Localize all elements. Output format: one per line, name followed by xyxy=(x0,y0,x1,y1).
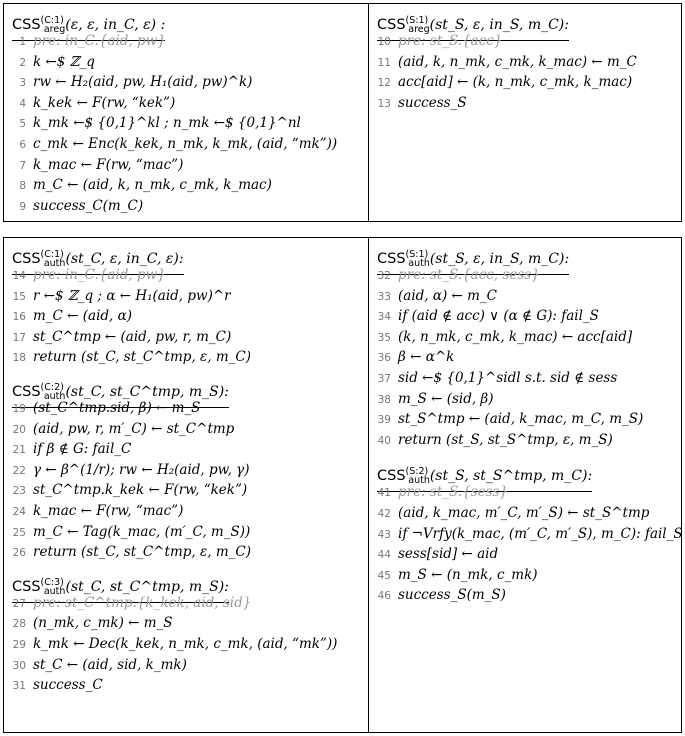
line-code: st_C^tmp.k_kek ← F(rw, “kek”) xyxy=(33,482,248,499)
code-line xyxy=(369,74,681,95)
line-code: (n_mk, c_mk) ← m_S xyxy=(33,615,173,632)
line-number: 1 xyxy=(19,36,26,48)
line-number: 13 xyxy=(377,97,391,110)
algorithm-step-superscript: (C:1) xyxy=(40,249,64,260)
line-number: 26 xyxy=(12,547,26,560)
algorithm-arguments: (st_S, ε, in_S, m_C): xyxy=(429,17,569,33)
line-code: st_C^tmp ← (aid, pw, r, m_C) xyxy=(33,328,232,345)
algorithm-step-superscript: (S:2) xyxy=(405,466,429,478)
algorithm-phase-subscript: auth xyxy=(408,258,430,269)
code-line xyxy=(4,74,368,95)
algorithm-name: CSS xyxy=(12,17,41,33)
code-line xyxy=(4,267,368,288)
algorithm-header xyxy=(369,458,681,487)
line-number: 3 xyxy=(19,77,26,90)
code-line xyxy=(4,115,368,136)
line-number: 10 xyxy=(377,36,391,48)
authentication-server-column xyxy=(369,238,681,732)
line-code: pre: in_C.{aid, pw} xyxy=(33,267,166,283)
line-code: success_S(m_S) xyxy=(398,587,506,604)
algorithm-arguments: (st_S, st_S^tmp, m_C): xyxy=(429,468,593,485)
code-line xyxy=(369,546,681,567)
line-code: pre: st_C^tmp.{k_kek, aid, sid} xyxy=(33,594,252,611)
algorithm-header xyxy=(369,241,681,267)
algorithm-block xyxy=(4,4,368,218)
code-line xyxy=(369,411,681,432)
code-line xyxy=(369,567,681,588)
code-line xyxy=(369,267,681,288)
algorithm-step-superscript: (S:1) xyxy=(405,15,429,26)
line-code: success_C(m_C) xyxy=(33,197,144,214)
code-line xyxy=(369,308,681,329)
code-line xyxy=(4,657,368,678)
line-number: 41 xyxy=(377,487,391,500)
algorithm-name: CSS xyxy=(377,468,406,485)
code-line xyxy=(369,505,681,526)
line-code: m_C ← (aid, α) xyxy=(33,308,133,325)
line-number: 12 xyxy=(377,77,391,90)
algorithm-arguments: (st_S, ε, in_S, m_C): xyxy=(429,251,570,267)
line-number: 39 xyxy=(377,414,391,427)
algorithm-phase-subscript: auth xyxy=(43,585,66,597)
algorithm-step-superscript: (C:1) xyxy=(40,15,64,26)
line-number: 31 xyxy=(12,680,26,693)
algorithm-name: CSS xyxy=(12,578,41,595)
line-code: return (st_C, st_C^tmp, ε, m_C) xyxy=(33,544,251,561)
algorithm-header xyxy=(4,241,368,267)
code-line xyxy=(4,503,368,524)
algorithm-block xyxy=(369,4,681,115)
line-number: 20 xyxy=(12,423,26,436)
algorithm-header xyxy=(4,374,368,400)
code-line xyxy=(4,595,368,616)
line-code: c_mk ← Enc(k_kek, n_mk, k_mk, (aid, “mk”)) xyxy=(33,135,338,152)
line-number: 35 xyxy=(377,331,391,344)
algorithm-header xyxy=(4,7,368,33)
line-code: pre: st_S.{sess} xyxy=(398,484,509,501)
algorithm-phase-subscript: auth xyxy=(408,475,430,487)
code-line xyxy=(4,95,368,116)
authentication-box xyxy=(3,237,682,733)
code-line xyxy=(4,524,368,545)
line-number: 33 xyxy=(377,290,391,303)
line-number: 4 xyxy=(19,97,26,110)
line-number: 16 xyxy=(12,311,26,324)
code-line xyxy=(4,677,368,698)
algorithm-step-superscript: (S:1) xyxy=(405,249,429,260)
code-line xyxy=(4,421,368,442)
code-line xyxy=(4,482,368,503)
code-line xyxy=(4,157,368,178)
algorithm-name: CSS xyxy=(12,251,41,267)
algorithm-name: CSS xyxy=(377,251,406,267)
code-line xyxy=(4,615,368,636)
line-code: pre: in_C.{aid, pw} xyxy=(33,33,166,49)
line-number: 45 xyxy=(377,569,391,582)
line-number: 46 xyxy=(377,590,391,603)
code-line xyxy=(4,462,368,483)
line-code: sess[sid] ← aid xyxy=(398,546,499,563)
code-line xyxy=(4,636,368,657)
line-number: 38 xyxy=(377,393,391,406)
line-number: 19 xyxy=(12,402,26,415)
line-code: success_C xyxy=(33,677,103,694)
algorithm-step-superscript: (C:3) xyxy=(40,576,64,588)
code-line xyxy=(4,136,368,157)
line-number: 14 xyxy=(12,270,26,282)
line-code: sid ←$ {0,1}^sidl s.t. sid ∉ sess xyxy=(398,369,618,386)
code-line xyxy=(369,288,681,309)
line-number: 29 xyxy=(12,638,26,651)
line-code: (aid, α) ← m_C xyxy=(398,287,498,304)
line-code: (aid, pw, r, m′_C) ← st_C^tmp xyxy=(33,420,235,437)
code-line xyxy=(4,177,368,198)
code-line xyxy=(369,587,681,608)
line-code: k_mk ← Dec(k_kek, n_mk, c_mk, (aid, “mk”)) xyxy=(33,635,338,652)
code-line xyxy=(369,329,681,350)
line-number: 42 xyxy=(377,507,391,520)
line-code: if β ∉ G: fail_C xyxy=(33,441,132,458)
algorithm-block xyxy=(369,238,681,452)
code-line xyxy=(369,432,681,453)
registration-box xyxy=(3,3,682,222)
algorithm-block xyxy=(4,370,368,565)
algorithm-block xyxy=(4,565,368,698)
line-code: k_mk ←$ {0,1}^kl ; n_mk ←$ {0,1}^nl xyxy=(33,115,301,132)
line-code: β ← α^k xyxy=(398,349,455,366)
line-code: st_C ← (aid, sid, k_mk) xyxy=(33,656,187,673)
code-line xyxy=(4,54,368,75)
algorithm-name: CSS xyxy=(377,17,406,33)
line-number: 25 xyxy=(12,526,26,539)
line-code: k_mac ← F(rw, “mac”) xyxy=(33,156,184,173)
line-code: pre: st_S.{acc, sess} xyxy=(398,267,540,283)
line-number: 11 xyxy=(377,56,391,69)
line-code: k_mac ← F(rw, “mac”) xyxy=(33,502,184,519)
line-code: return (st_C, st_C^tmp, ε, m_C) xyxy=(33,349,251,366)
algorithm-name: CSS xyxy=(12,383,41,400)
algorithm-header xyxy=(4,569,368,595)
algorithm-arguments: (ε, ε, in_C, ε) : xyxy=(65,17,166,33)
line-code: m_C ← Tag(k_mac, (m′_C, m_S)) xyxy=(33,523,251,540)
line-code: rw ← H₂(aid, pw, H₁(aid, pw)^k) xyxy=(33,74,253,91)
line-number: 23 xyxy=(12,485,26,498)
line-number: 27 xyxy=(12,597,26,610)
line-number: 40 xyxy=(377,434,391,447)
code-line xyxy=(369,370,681,391)
code-line xyxy=(369,54,681,75)
line-number: 5 xyxy=(19,118,26,131)
line-code: m_S ← (sid, β) xyxy=(398,390,494,407)
line-number: 8 xyxy=(19,180,26,193)
code-line xyxy=(4,33,368,54)
line-code: pre: st_S.{acc} xyxy=(398,33,503,49)
line-number: 30 xyxy=(12,659,26,672)
line-code: k_kek ← F(rw, “kek”) xyxy=(33,94,176,111)
line-code: k ←$ ℤ_q xyxy=(33,53,95,70)
line-number: 7 xyxy=(19,159,26,172)
line-code: (st_C^tmp.sid, β) ← m_S xyxy=(33,399,201,416)
code-line xyxy=(4,308,368,329)
code-line xyxy=(4,329,368,350)
line-code: if (aid ∉ acc) ∨ (α ∉ G): fail_S xyxy=(398,308,599,325)
line-number: 18 xyxy=(12,352,26,365)
line-code: return (st_S, st_S^tmp, ε, m_S) xyxy=(398,431,613,448)
line-code: success_S xyxy=(398,94,467,111)
line-code: (aid, k, n_mk, c_mk, k_mac) ← m_C xyxy=(398,53,637,70)
algorithm-arguments: (st_C, ε, in_C, ε): xyxy=(65,251,184,267)
code-line xyxy=(4,544,368,565)
line-number: 21 xyxy=(12,444,26,457)
algorithm-phase-subscript: auth xyxy=(43,390,66,402)
line-number: 34 xyxy=(377,311,391,324)
code-line xyxy=(4,198,368,219)
line-number: 43 xyxy=(377,528,391,541)
registration-server-column xyxy=(369,4,681,221)
algorithm-step-superscript: (C:2) xyxy=(40,381,64,393)
algorithm-phase-subscript: auth xyxy=(43,258,66,269)
algorithm-header xyxy=(369,7,681,33)
algorithm-arguments: (st_C, st_C^tmp, m_S): xyxy=(65,578,229,595)
code-line xyxy=(369,95,681,116)
line-code: if ¬Vrfy(k_mac, (m′_C, m′_S), m_C): fail_S xyxy=(398,525,683,542)
line-number: 22 xyxy=(12,464,26,477)
line-number: 17 xyxy=(12,331,26,344)
line-number: 36 xyxy=(377,352,391,365)
code-line xyxy=(369,349,681,370)
line-code: (k, n_mk, c_mk, k_mac) ← acc[aid] xyxy=(398,328,633,345)
line-code: st_S^tmp ← (aid, k_mac, m_C, m_S) xyxy=(398,411,644,428)
line-code: (aid, k_mac, m′_C, m′_S) ← st_S^tmp xyxy=(398,504,650,521)
line-number: 28 xyxy=(12,618,26,631)
code-line xyxy=(4,349,368,370)
line-number: 24 xyxy=(12,505,26,518)
line-code: γ ← β^(1/r); rw ← H₂(aid, pw, γ) xyxy=(33,461,250,478)
line-code: r ←$ ℤ_q ; α ← H₁(aid, pw)^r xyxy=(33,287,231,304)
code-line xyxy=(4,400,368,421)
code-line xyxy=(4,441,368,462)
algorithm-phase-subscript: areg xyxy=(408,24,430,35)
line-number: 44 xyxy=(377,549,391,562)
authentication-client-column xyxy=(4,238,368,732)
code-line xyxy=(4,288,368,309)
line-code: acc[aid] ← (k, n_mk, c_mk, k_mac) xyxy=(398,74,633,91)
line-code: m_S ← (n_mk, c_mk) xyxy=(398,566,538,583)
line-number: 6 xyxy=(19,138,26,151)
line-number: 2 xyxy=(19,56,26,69)
algorithm-phase-subscript: areg xyxy=(43,24,66,35)
line-number: 37 xyxy=(377,372,391,385)
line-number: 32 xyxy=(377,270,391,282)
algorithm-arguments: (st_C, st_C^tmp, m_S): xyxy=(65,383,229,400)
code-line xyxy=(369,391,681,412)
line-number: 9 xyxy=(19,200,26,213)
algorithm-block xyxy=(4,238,368,370)
registration-client-column xyxy=(4,4,368,221)
algorithm-block xyxy=(369,452,681,608)
line-number: 15 xyxy=(12,290,26,303)
line-code: m_C ← (aid, k, n_mk, c_mk, k_mac) xyxy=(33,177,272,194)
code-line xyxy=(369,526,681,547)
